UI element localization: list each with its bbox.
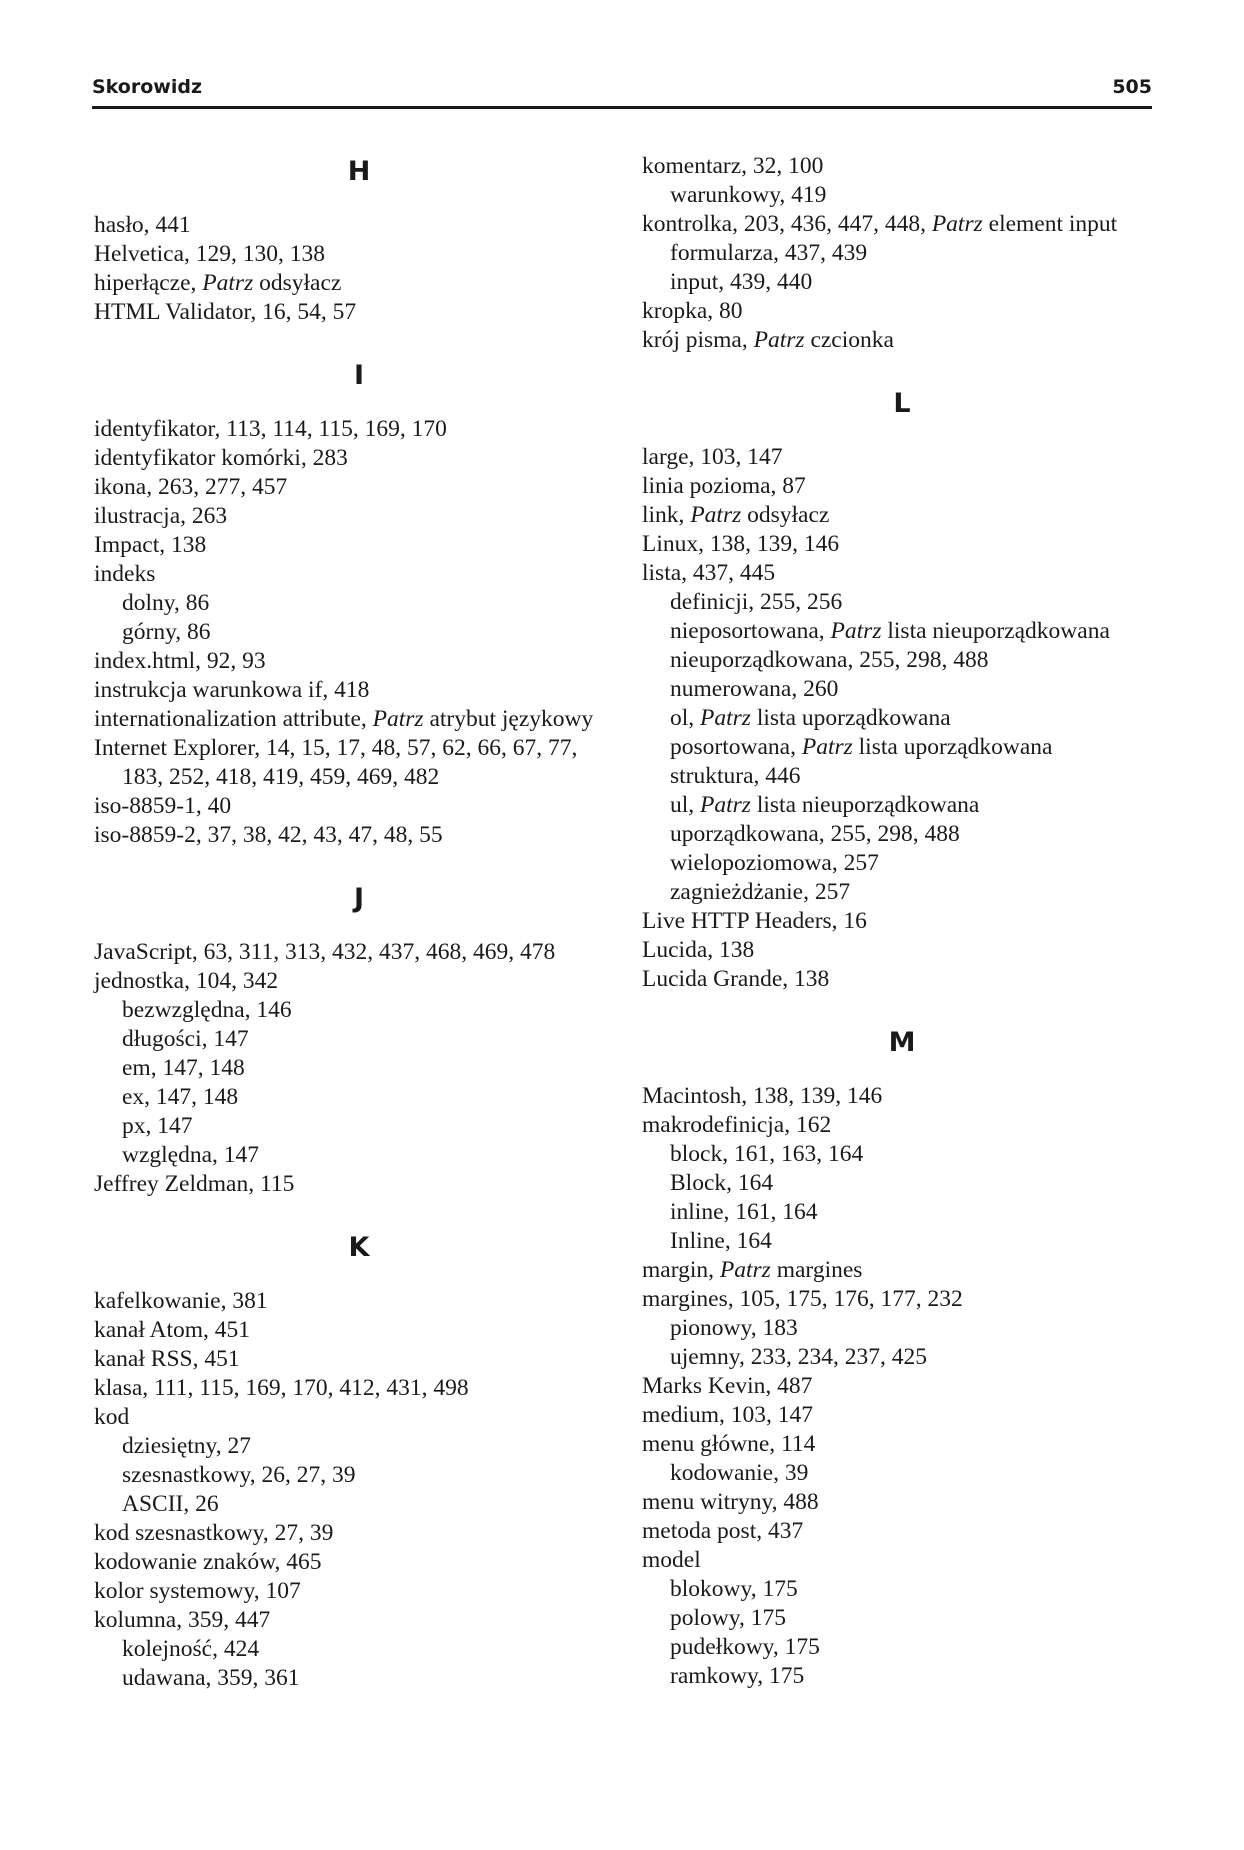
section-letter-m: M <box>888 1027 916 1058</box>
index-entry: Internet Explorer, 14, 15, 17, 48, 57, 62, 66, 67, 77, 183, 252, 418, 419, 459, 469, 482 <box>94 735 578 790</box>
index-subentry: dziesiętny, 27 <box>122 1433 251 1459</box>
index-entry: Linux, 138, 139, 146 <box>642 531 840 557</box>
index-entry: kafelkowanie, 381 <box>94 1288 268 1314</box>
see-reference: Patrz <box>202 270 254 296</box>
section-letter-i: I <box>353 360 365 391</box>
index-entry: kropka, 80 <box>642 298 743 324</box>
index-subentry: górny, 86 <box>122 619 211 645</box>
index-subentry: nieuporządkowana, 255, 298, 488 <box>670 647 989 673</box>
see-reference: Patrz <box>830 618 882 644</box>
see-reference: Patrz <box>801 734 853 760</box>
index-entry: margin, Patrz margines <box>642 1257 863 1283</box>
index-subentry: uporządkowana, 255, 298, 488 <box>670 821 960 847</box>
see-reference: Patrz <box>700 792 751 818</box>
index-entry: indeks <box>94 561 156 587</box>
index-subentry: ol, Patrz lista uporządkowana <box>670 705 951 731</box>
index-entry: kodowanie znaków, 465 <box>94 1549 322 1575</box>
index-subentry: ex, 147, 148 <box>122 1084 239 1110</box>
index-entry: link, Patrz odsyłacz <box>642 502 830 528</box>
index-subentry: warunkowy, 419 <box>670 182 827 208</box>
section-letter-h: H <box>347 156 371 187</box>
index-subentry: definicji, 255, 256 <box>670 589 843 615</box>
index-entry: lista, 437, 445 <box>642 560 776 586</box>
index-entry: index.html, 92, 93 <box>94 648 266 674</box>
index-entry: metoda post, 437 <box>642 1518 804 1544</box>
see-reference: Patrz <box>690 502 742 528</box>
index-column-left <box>94 152 624 1693</box>
see-reference: Patrz <box>931 211 983 237</box>
index-subentry: długości, 147 <box>122 1026 249 1052</box>
index-subentry: szesnastkowy, 26, 27, 39 <box>122 1462 356 1488</box>
index-subentry: ramkowy, 175 <box>670 1663 805 1689</box>
index-subentry: Block, 164 <box>670 1170 774 1196</box>
index-subentry: pionowy, 183 <box>670 1315 798 1341</box>
index-column-right <box>642 152 1162 1691</box>
index-entry: identyfikator komórki, 283 <box>94 445 348 471</box>
index-entry: large, 103, 147 <box>642 444 783 470</box>
index-entry: hasło, 441 <box>94 212 191 238</box>
index-entry: kod <box>94 1404 130 1430</box>
index-subentry: input, 439, 440 <box>670 269 813 295</box>
index-entry: klasa, 111, 115, 169, 170, 412, 431, 498 <box>94 1375 469 1401</box>
index-subentry: px, 147 <box>122 1113 193 1139</box>
index-entry: Impact, 138 <box>94 532 207 558</box>
index-entry: kod szesnastkowy, 27, 39 <box>94 1520 334 1546</box>
index-entry: ilustracja, 263 <box>94 503 228 529</box>
index-entry: hiperłącze, Patrz odsyłacz <box>94 270 342 296</box>
index-entry: Lucida, 138 <box>642 937 755 963</box>
index-entry: kontrolka, 203, 436, 447, 448, Patrz element input <box>642 211 1118 237</box>
index-subentry: dolny, 86 <box>122 590 210 616</box>
index-subentry: bezwzględna, 146 <box>122 997 292 1023</box>
see-reference: Patrz <box>372 706 424 732</box>
index-subentry: zagnieżdżanie, 257 <box>670 879 851 905</box>
see-reference: Patrz <box>753 327 805 353</box>
index-entry: ikona, 263, 277, 457 <box>94 474 288 500</box>
index-entry: Helvetica, 129, 130, 138 <box>94 241 326 267</box>
page-number: 505 <box>1112 76 1152 98</box>
index-subentry: blokowy, 175 <box>670 1576 798 1602</box>
index-entry: Marks Kevin, 487 <box>642 1373 813 1399</box>
index-subentry: kodowanie, 39 <box>670 1460 809 1486</box>
index-entry: Jeffrey Zeldman, 115 <box>94 1171 295 1197</box>
index-entry: Live HTTP Headers, 16 <box>642 908 867 934</box>
index-subentry: posortowana, Patrz lista uporządkowana <box>670 734 1053 760</box>
index-entry: JavaScript, 63, 311, 313, 432, 437, 468, 469, 478 <box>94 939 556 965</box>
index-entry: kanał RSS, 451 <box>94 1346 240 1372</box>
index-entry: makrodefinicja, 162 <box>642 1112 832 1138</box>
index-entry: instrukcja warunkowa if, 418 <box>94 677 370 703</box>
index-subentry: udawana, 359, 361 <box>122 1665 300 1691</box>
index-entry: kanał Atom, 451 <box>94 1317 250 1343</box>
index-subentry: względna, 147 <box>122 1142 260 1168</box>
section-letter-l: L <box>893 388 911 419</box>
index-entry: krój pisma, Patrz czcionka <box>642 327 894 353</box>
index-entry: linia pozioma, 87 <box>642 473 806 499</box>
index-entry: menu główne, 114 <box>642 1431 816 1457</box>
index-subentry: Inline, 164 <box>670 1228 772 1254</box>
index-subentry: ul, Patrz lista nieuporządkowana <box>670 792 980 818</box>
index-entry: internationalization attribute, Patrz atrybut językowy <box>94 706 594 732</box>
index-subentry: inline, 161, 164 <box>670 1199 818 1225</box>
index-entry: identyfikator, 113, 114, 115, 169, 170 <box>94 416 447 442</box>
running-title: Skorowidz <box>92 76 203 98</box>
index-entry: menu witryny, 488 <box>642 1489 819 1515</box>
index-entry: model <box>642 1547 701 1573</box>
index-subentry: numerowana, 260 <box>670 676 839 702</box>
index-subentry: formularza, 437, 439 <box>670 240 868 266</box>
index-entry: margines, 105, 175, 176, 177, 232 <box>642 1286 963 1312</box>
index-subentry: ASCII, 26 <box>122 1491 219 1517</box>
index-entry: HTML Validator, 16, 54, 57 <box>94 299 357 325</box>
index-entry: medium, 103, 147 <box>642 1402 814 1428</box>
index-subentry: ujemny, 233, 234, 237, 425 <box>670 1344 927 1370</box>
index-entry: Lucida Grande, 138 <box>642 966 830 992</box>
index-subentry: wielopoziomowa, 257 <box>670 850 879 876</box>
section-letter-k: K <box>348 1232 370 1263</box>
index-entry: kolor systemowy, 107 <box>94 1578 301 1604</box>
index-subentry: polowy, 175 <box>670 1605 786 1631</box>
index-entry: iso-8859-1, 40 <box>94 793 232 819</box>
see-reference: Patrz <box>719 1257 771 1283</box>
index-subentry: block, 161, 163, 164 <box>670 1141 864 1167</box>
page-header <box>92 72 1152 109</box>
index-subentry: em, 147, 148 <box>122 1055 245 1081</box>
see-reference: Patrz <box>700 705 751 731</box>
index-entry: iso-8859-2, 37, 38, 42, 43, 47, 48, 55 <box>94 822 443 848</box>
index-entry: kolumna, 359, 447 <box>94 1607 271 1633</box>
index-subentry: pudełkowy, 175 <box>670 1634 820 1660</box>
index-entry: Macintosh, 138, 139, 146 <box>642 1083 883 1109</box>
section-letter-j: J <box>353 883 365 914</box>
index-entry: komentarz, 32, 100 <box>642 153 824 179</box>
index-entry: jednostka, 104, 342 <box>94 968 279 994</box>
index-subentry: nieposortowana, Patrz lista nieuporządkowana <box>670 618 1110 644</box>
index-subentry: kolejność, 424 <box>122 1636 260 1662</box>
index-subentry: struktura, 446 <box>670 763 801 789</box>
